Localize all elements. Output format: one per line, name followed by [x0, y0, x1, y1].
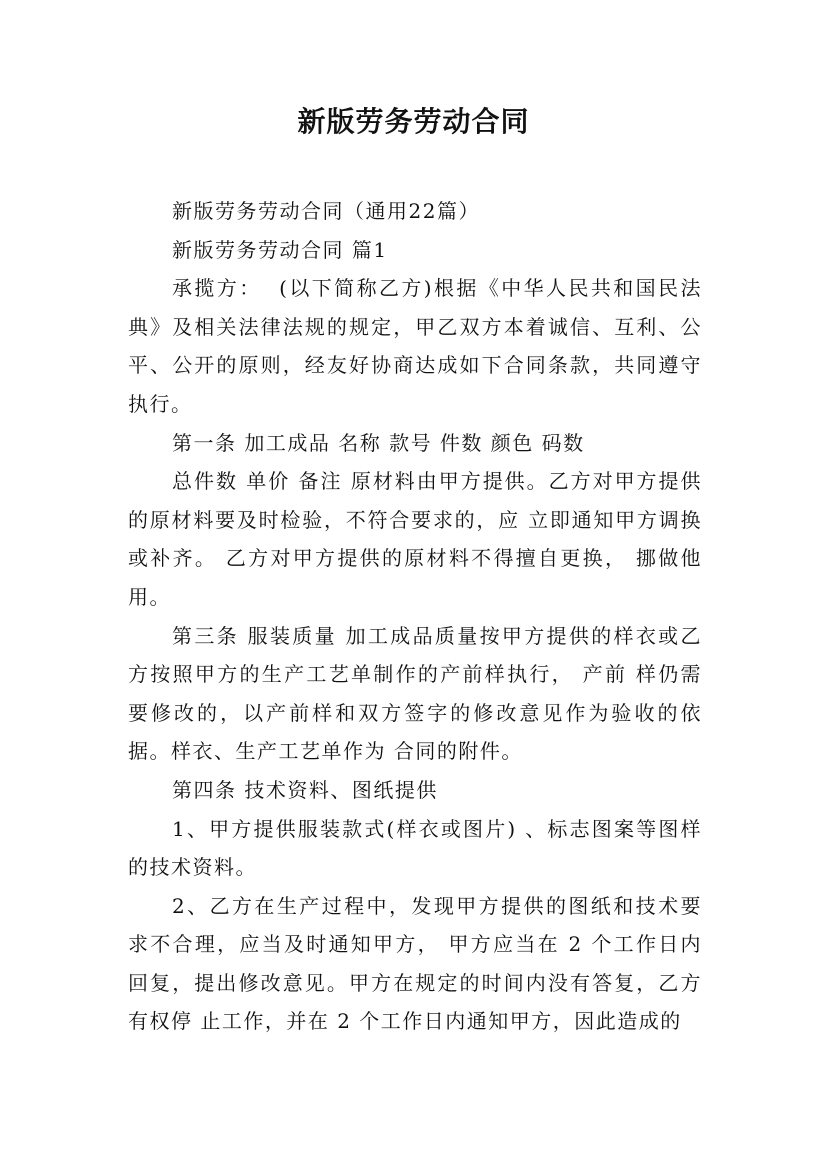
paragraph-subtitle: 新版劳务劳动合同（通用22篇）: [172, 199, 480, 223]
paragraph-article-3: 第三条 服装质量 加工成品质量按甲方提供的样衣或乙方按照甲方的生产工艺单制作的产前样执行， 产前 样仍需要修改的，以产前样和双方签字的修改意见作为验收的依据。样衣、生产工艺单作为 合同的附件。: [128, 623, 702, 764]
paragraph-section-heading: 新版劳务劳动合同 篇1: [172, 237, 388, 262]
paragraph-contractor: 承揽方： (以下简称乙方)根据《中华人民共和国民法典》及相关法律法规的规定，甲乙双方本着诚信、互利、公平、公开的原则，经友好协商达成如下合同条款，共同遵守执行。: [128, 276, 702, 416]
document-title: 新版劳务劳动合同: [297, 105, 530, 138]
document-body: [128, 192, 702, 1041]
paragraph-materials: 总件数 单价 备注 原材料由甲方提供。乙方对甲方提供的原材料要及时检验，不符合要求的，应 立即通知甲方调换或补齐。 乙方对甲方提供的原材料不得擅自更换， 挪做他用。: [128, 469, 702, 609]
paragraph-article-1: 第一条 加工成品 名称 款号 件数 颜色 码数: [172, 430, 585, 455]
paragraph-item-2: 2、乙方在生产过程中，发现甲方提供的图纸和技术要求不合理，应当及时通知甲方， 甲方应当在 2 个工作日内回复，提出修改意见。甲方在规定的时间内没有答复，乙方有权停 止工作，并在 2 个工作日内通知甲方，因此造成的: [128, 893, 702, 1034]
paragraph-article-4: 第四条 技术资料、图纸提供: [172, 777, 438, 802]
paragraph-item-1: 1、甲方提供服装款式(样衣或图片) 、标志图案等图样的技术资料。: [128, 816, 702, 880]
